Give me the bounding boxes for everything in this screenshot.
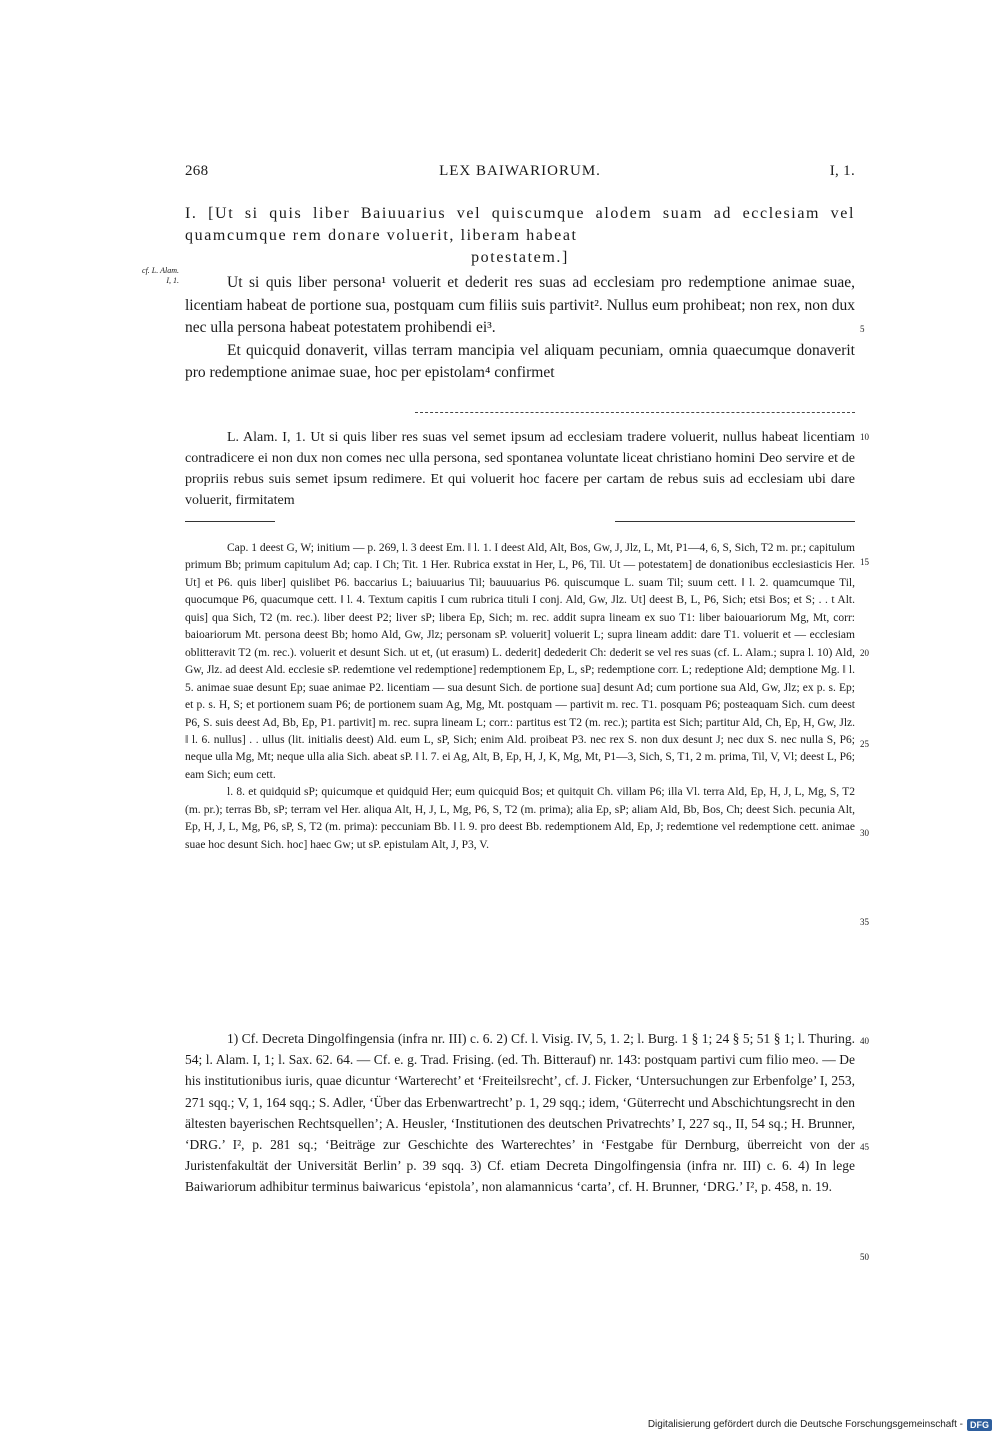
- margin-reference: [113, 266, 179, 286]
- rubric-line-2: potestatem.]: [471, 249, 569, 266]
- line-number: 5: [860, 324, 865, 334]
- apparatus-paragraph-1: Cap. 1 deest G, W; initium — p. 269, l. 3 deest Em. ‖ l. 1. I deest Ald, Alt, Bos, Gw, J, Jlz, L, Mt, P1—4, 6, S, Sich, T2 m. pr.; capitulum primum Bb; primum capitulum Ad; cap. I Ch; Tit. 1 Her. Rubrica exstat in Her, L, P6, Til. Ut — potestatem] de donationibus ecclesiasticis Her. Ut] et P6. quis liber] quislibet P6. baccarius L; baiuuarius Til; bauuuarius P6. quiscumque L. suam Til; suum cett. ‖ l. 2. quamcumque Til, quocumque P6, quacumque cett. ‖ l. 4. Textum capitis I cum rubrica tituli I conj. Ald, Gw, Jlz. Ut] deest B, L, P6, Sich; etsi Bos; et S; . . t Alt. quis] qua Sich, T2 (m. rec.). liber deest P2; liver sP; libera Ep, Sich; m. rec. addit supra lineam ex suo T1: liber baiouariorum Mg, Mt, corr: baioariorum Mt. persona deest Bb; homo Ald, Gw, Jlz; personam sP. voluerit] voluerit L; supra lineam addit: dare T1. voluerit et — ecclesiam oblitteravit T2 (m. rec.). voluerit et desunt Sich. ut et, (ut erasum) L. dederit] dedederit Ch: dederit se vel res suas (cf. L. Alam.; supra l. 10) Ald, Gw, Jlz. ad deest Ald. ecclesie sP. redemtione vel redemptione] redemptionem Ep, L, sP; redemptione corr. L; redeptione Ald; demptione Mg. ‖ l. 5. animae suae desunt Ep; suae animae P2. licentiam — sua desunt Sich. de portione sua] desunt Ad; cum portione sua Ald, Gw, Jlz; ex p. s. Ep; et p. s. H, S; et portionem suam P6; de portionem suam Ag, Mg, Mt. postquam — partivit m. rec. T1. posquam P6; posteaquam Sich. cum deest P6, S. suis deest Ad, Bb, Ep, P1. partivit] m. rec. supra lineam L; corr.: partitus est T2 (m. rec.); partita est Sich; partitur Ald, Ch, Ep, H, Gw, Jlz. ‖ l. 6. nullus] . . ullus (lit. initialis deest) Ald. eum L, sP, Sich; enim Ald. proibeat P3. nec rex S. non dux desunt J; nec dux S. nec nulla S, P6; neque ulla Mg, Mt; neque ulla alia Sich. abeat sP. ‖ l. 7. ei Ag, Alt, B, Ep, H, J, K, Mg, Mt, P1—3, Sich, S, T1, 2 m. prima, Til, V, Vl; deest L, P6; eam Sich; eum cett.: [185, 542, 855, 781]
- line-number: 15: [860, 557, 869, 567]
- critical-apparatus: [185, 540, 855, 854]
- separator-rule: [415, 412, 855, 413]
- line-number: 30: [860, 828, 869, 838]
- margin-ref-locus: I, 1.: [166, 276, 179, 285]
- parallel-alaman-text: [185, 427, 855, 511]
- footnotes: [185, 1028, 855, 1198]
- line-number: 25: [860, 739, 869, 749]
- line-number: 50: [860, 1252, 869, 1262]
- line-number: 40: [860, 1036, 869, 1046]
- rubric-line-1: I. [Ut si quis liber Baiuuarius vel quiscumque alodem suam ad ecclesiam vel quamcumque rem donare voluerit, liberam habeat: [185, 205, 855, 244]
- digitization-credit: [648, 1417, 992, 1432]
- section-reference: I, 1.: [829, 163, 855, 179]
- main-paragraph-2: Et quicquid donaverit, villas terram mancipia vel aliquam pecuniam, omnia quaecumque donaverit pro redemptione animae suae, hoc per epistolam⁴ confirmet: [185, 341, 855, 381]
- line-number: 20: [860, 648, 869, 658]
- line-number: 10: [860, 432, 869, 442]
- apparatus-rule-right: [615, 521, 855, 522]
- main-text: [185, 272, 855, 385]
- credit-text: Digitalisierung gefördert durch die Deutsche Forschungsgemeinschaft -: [647, 1419, 963, 1430]
- dfg-logo: DFG: [967, 1419, 992, 1431]
- alam-paragraph: L. Alam. I, 1. Ut si quis liber res suas vel semet ipsum ad ecclesiam tradere voluerit, nullus habeat licentiam contradicere ei non dux non comes nec ulla persona, sed spontanea voluntate liceat christiano homini Deo servire et de propriis rebus suis semet ipsum redimere. Et qui voluerit hoc facere per cartam de rebus suis ad ecclesiam ubi dare voluerit, firmitatem: [185, 430, 855, 508]
- running-header: [185, 163, 855, 187]
- line-number: 45: [860, 1142, 869, 1152]
- margin-ref-source: cf. L. Alam.: [142, 266, 179, 275]
- main-paragraph-1: Ut si quis liber persona¹ voluerit et dederit res suas ad ecclesiam pro redemptione animae suae, licentiam habeat de portione sua, postquam cum filiis suis partivit². Nullus eum prohibeat; non rex, non dux nec ulla persona habeat potestatem prohibendi ei³.: [185, 274, 855, 336]
- apparatus-paragraph-2: l. 8. et quidquid sP; quicumque et quidquid Her; eum quicquid Bos; et quitquit Ch. villam P6; illa Vl. terra Ald, Ep, H, J, L, Mg, S, T2 (m. pr.); terras Bb, sP; terram vel Her. aliqua Alt, H, J, L, Mg, P6, S, T2 (m. prima); alia Ep, sP; aliam Ald, Bb, Bos, Ch; deest Sich. pecunia Alt, Ep, H, J, L, Mg, P6, sP, S, T2 (m. prima): peccuniam Bb. ‖ l. 9. pro deest Bb. redemptionem Ald, Ep, J; redemtione vel redemptione cett. animae suae hoc desunt Sich. hoc] haec Gw; ut sP. epistulam Alt, J, P3, V.: [185, 786, 855, 851]
- chapter-rubric: [185, 203, 855, 269]
- footnotes-paragraph: 1) Cf. Decreta Dingolfingensia (infra nr. III) c. 6. 2) Cf. l. Visig. IV, 5, 1. 2; l. Burg. 1 § 1; 24 § 5; 51 § 1; l. Thuring. 54; l. Alam. I, 1; l. Sax. 62. 64. — Cf. e. g. Trad. Frising. (ed. Th. Bitterauf) nr. 143: postquam partivi cum filio meo. — De his institutionibus iuris, quae dicuntur ‘Warterecht’ et ‘Freiteilsrecht’, cf. J. Ficker, ‘Untersuchungen zur Erbenfolge’ I, 253, 271 sqq.; V, 1, 164 sqq.; S. Adler, ‘Über das Erbenwartrecht’ p. 1, 29 sqq.; idem, ‘Güterrecht und Abschichtungsrecht in den ältesten bayerischen Rechtsquellen’; A. Heusler, ‘Institutionen des deutschen Privatrechts’ I, 227 sq., II, 54 sq.; H. Brunner, ‘DRG.’ I², p. 281 sq.; ‘Beiträge zur Geschichte des Warterechtes’ in ‘Festgabe für Dernburg, überreicht von der Juristenfakultät der Universität Berlin’ p. 39 sqq. 3) Cf. etiam Decreta Dingolfingensia (infra nr. III) c. 6. 4) In lege Baiwariorum adhibitur terminus baiwaricus ‘epistola’, non alamannicus ‘carta’, cf. H. Brunner, ‘DRG.’ I², p. 458, n. 19.: [185, 1031, 855, 1195]
- page-number: 268: [185, 163, 209, 179]
- apparatus-rule-left: [185, 521, 275, 522]
- running-title: LEX BAIWARIORUM.: [439, 163, 601, 179]
- line-number: 35: [860, 917, 869, 927]
